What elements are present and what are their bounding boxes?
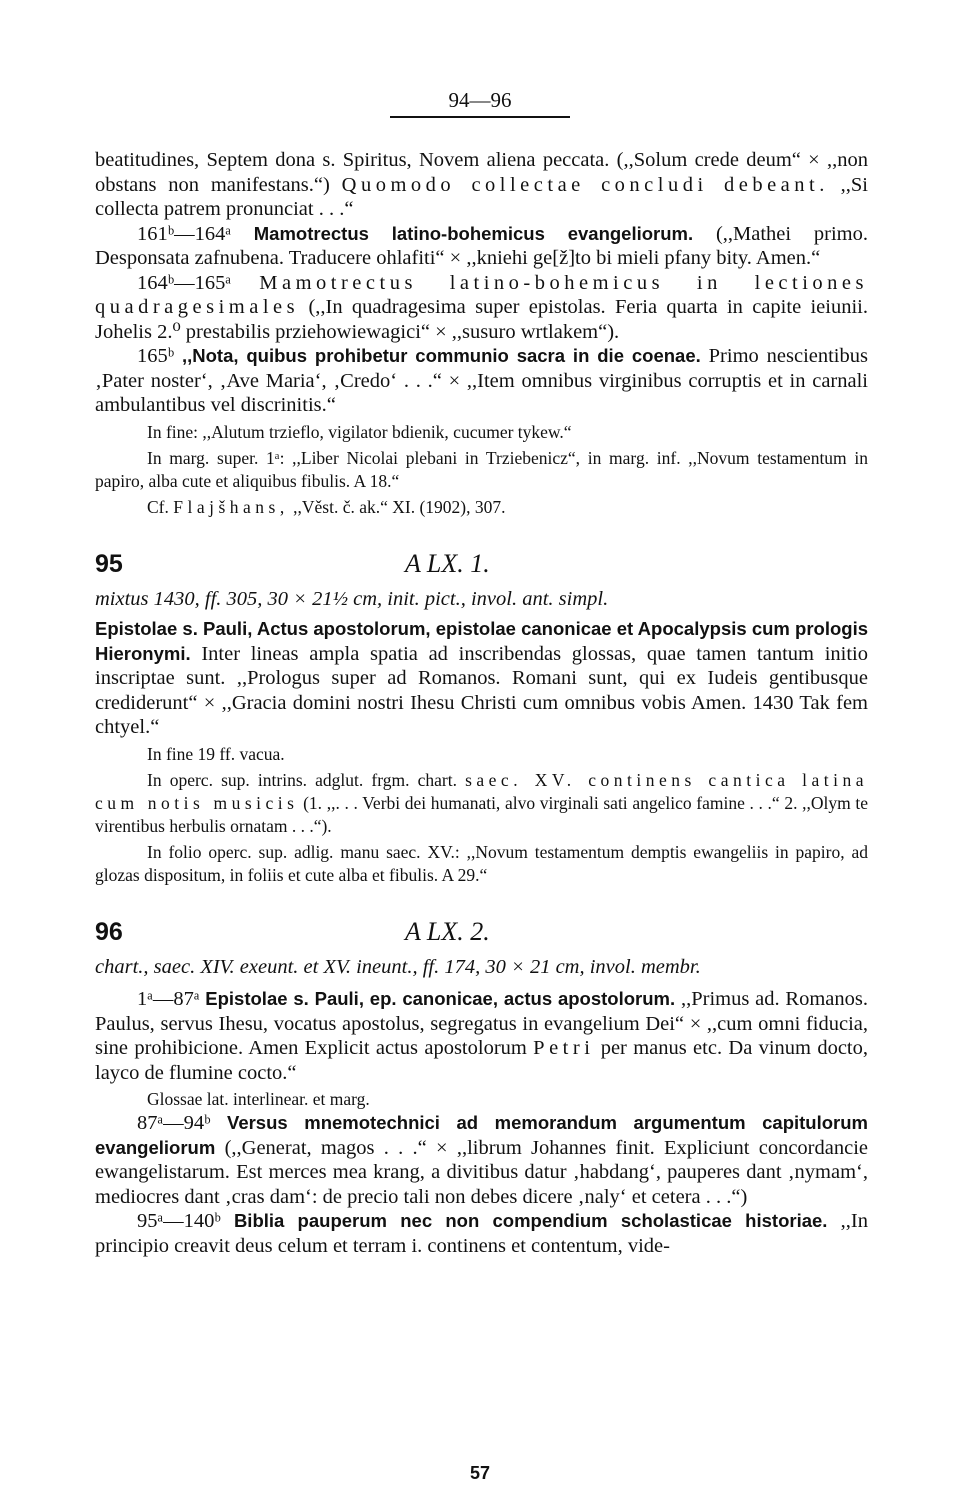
note: In fine 19 ff. vacua. [147, 743, 285, 764]
content-item: 87ᵃ—94ᵇ Versus mnemotechnici ad memorandum argumentum capitulorum evangeliorum (,,Generat, magos . . .“ × ,,librum Johannes finit. Expliciunt concordancie ewangelistarum. Est merces mea krang, a divitibus datur ‚habdang‘, pauperes dant ‚nymam‘, mediocres dant ‚cras dam‘: de precio tali non debes dicere ‚naly‘ et cetera . . .“) [95, 1112, 869, 1208]
entry-number: 96 [95, 917, 123, 946]
head-rule [390, 116, 570, 118]
content-item: 95ᵃ—140ᵇ Biblia pauperum nec non compendium scholasticae historiae. ,,In principio creavit deus celum et terram i. continens et contentum, vide- [95, 1210, 868, 1257]
content-item: 161ᵇ—164ᵃ Mamotrectus latino-bohemicus evangeliorum. (,,Mathei primo. Desponsata zafnubena. Traducere ohlafiti“ × ,,kniehi ge[ž]to bi mieli pfany bity. Amen.“ [95, 222, 868, 269]
page-number: 57 [469, 1463, 491, 1483]
content-item: 165ᵇ ,,Nota, quibus prohibetur communio sacra in die coenae. Primo nescientibus ‚Pater noster‘, ‚Ave Maria‘, ‚Credo‘ . . .“ × ,,Item omnibus virginibus corruptis et in carnali ambulantibus vel discrinitis.“ [95, 345, 868, 416]
entry-signature: A LX. 1. [405, 548, 490, 578]
note: In operc. sup. intrins. adglut. frgm. chart. saec. XV. continens cantica latina cum notis musicis (1. ,,. . . Verbi dei humanati, alvo virginali sati angelico famine . . .“ 2. ,,Olym te virentibus herbulis ornatam . . .“). [95, 769, 869, 836]
note: In folio operc. sup. adlig. manu saec. XV.: ,,Novum testamentum demptis ewangeliis in papiro, ad glozas dispositum, in foliis et cute alba et fibulis. A 29.“ [95, 841, 868, 885]
entry-number: 95 [95, 549, 123, 578]
entry-heading [95, 917, 868, 951]
running-head: 94—96 [448, 88, 512, 112]
note: In fine: ,,Alutum trzieflo, vigilator bdienik, cucumer tykew.“ [147, 421, 572, 442]
entry-signature: A LX. 2. [405, 916, 490, 946]
continued-paragraph: beatitudines, Septem dona s. Spiritus, Novem aliena peccata. (,,Solum crede deum“ × ,,non obstans non manifestans.“) Quomodo collectae concludi debeant. ,,Si collecta patrem pronunciat . . .“ [95, 149, 868, 220]
content-item: Epistolae s. Pauli, Actus apostolorum, epistolae canonicae et Apocalypsis cum prologis Hieronymi. Inter lineas ampla spatia ad inscribendas glossas, quae tamen tantum initio inscriptae sunt. ,,Prologus super ad Romanos. Romani sunt, qui ex Iudeis gentibusque crediderunt“ × ,,Gracia domini nostri Ihesu Christi cum omnibus vobis Amen. 1430 Tak fem chtyel.“ [95, 618, 868, 738]
note: In marg. super. 1ᵃ: ,,Liber Nicolai plebani in Trziebenicz“, in marg. inf. ,,Novum testamentum in papiro, alba cute et aliquibus fibulis. A 18.“ [95, 447, 868, 491]
content-item: 1ᵃ—87ᵃ Epistolae s. Pauli, ep. canonicae, actus apostolorum. ,,Primus ad. Romanos. Paulus, servus Ihesu, vocatus apostolus, segregatus in evangelium Dei“ × ,,cum omni fiducia, sine prohibicione. Amen Explicit actus apostolorum Petri per manus etc. Da vinum docto, layco de flumine cocto.“ [95, 988, 868, 1084]
note: Glossae lat. interlinear. et marg. [147, 1089, 370, 1109]
content-item: 164ᵇ—165ᵃ Mamotrectus latino-bohemicus in lectiones quadragesimales (,,In quadragesima super epistolas. Feria quarta in capite ieiunii. Johelis 2.⁰ prestabilis przieh​owiewagici“ × ,,susuro wrtlakem“). [95, 271, 868, 343]
entry-heading [95, 549, 868, 583]
page-body [95, 148, 868, 1258]
note: Cf. Flajšhans, ,,Věst. č. ak.“ XI. (1902), 307. [147, 496, 506, 517]
entry-meta: mixtus 1430, ff. 305, 30 × 21½ cm, init. pict., invol. ant. simpl. [95, 587, 609, 610]
entry-meta: chart., saec. XIV. exeunt. et XV. ineunt., ff. 174, 30 × 21 cm, invol. membr. [95, 955, 701, 978]
